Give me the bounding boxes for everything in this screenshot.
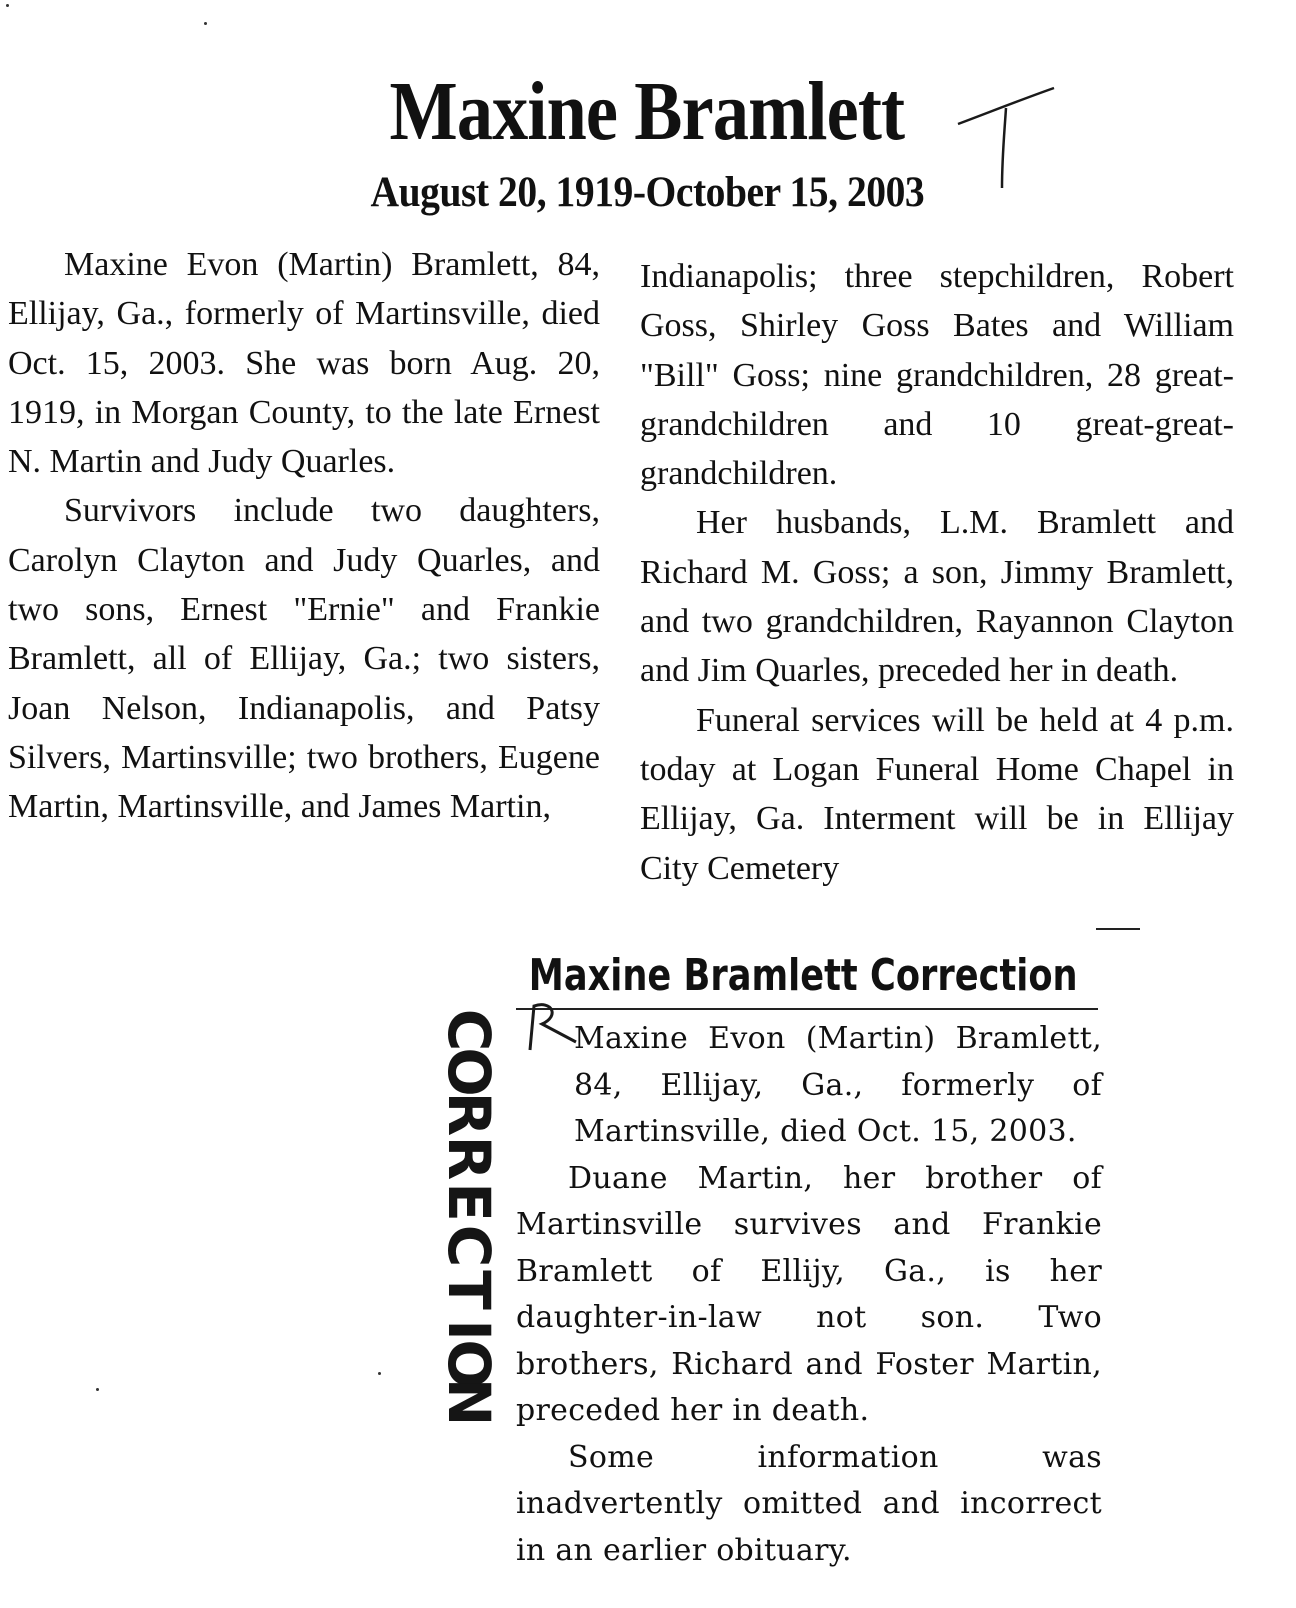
handwritten-letter: C [435, 1008, 503, 1052]
obituary-left-column [8, 240, 600, 832]
correction-title: Maxine Bramlett Correction [528, 950, 1078, 1001]
obituary-right-column [640, 252, 1234, 893]
handwritten-letter: I [435, 1319, 503, 1341]
scan-speck [378, 1372, 381, 1375]
obituary-paragraph-2: Survivors include two daughters, Carolyn Clayton and Judy Quarles, and two sons, Ernest "Ernie" and Frankie Bramlett, all of Ellijay, Ga.; two sisters, Joan Nelson, Indianapolis, and Patsy Silvers, Martinsville; two brothers, Eugene Martin, Martinsville, and James Martin, [8, 492, 600, 826]
scan-speck [204, 22, 207, 25]
obituary-paragraph-5: Funeral services will be held at 4 p.m. today at Logan Funeral Home Chapel in Ellijay, Ga. Interment will be in Ellijay City Cemetery [640, 701, 1234, 887]
correction-paragraph-2: Duane Martin, her brother of Martinsville survives and Frankie Bramlett of Ellijy, Ga., is her daughter-in-law not son. Two brothers, Richard and Foster Martin, preceded her in death. [516, 1160, 1102, 1428]
scan-speck [6, 4, 9, 7]
correction-paragraph-1: Maxine Evon (Martin) Bramlett, 84, Ellijay, Ga., formerly of Martinsville, died Oct. 15, 2003. [574, 1021, 1102, 1149]
handwritten-letter: R [435, 1135, 503, 1181]
handwritten-letter: O [435, 1047, 503, 1097]
end-dash [1096, 928, 1140, 930]
correction-notice [516, 944, 1102, 1574]
handwritten-correction-vertical [412, 1000, 532, 1427]
handwritten-letter: O [435, 1339, 503, 1389]
obituary-title: Maxine Bramlett [389, 65, 905, 158]
handwritten-letter: E [435, 1182, 503, 1222]
handwritten-letter: N [435, 1377, 503, 1427]
scan-speck [96, 1388, 99, 1391]
handwritten-letter: R [435, 1091, 503, 1137]
obituary-paragraph-1: Maxine Evon (Martin) Bramlett, 84, Ellijay, Ga., formerly of Martinsville, died Oct. 15, 2003. She was born Aug. 20, 1919, in Morgan County, to the late Ernest N. Martin and Judy Quarles. [8, 246, 600, 481]
handwritten-t-mark-icon [950, 78, 1070, 198]
obituary-paragraph-3: Indianapolis; three stepchildren, Robert Goss, Shirley Goss Bates and William "Bill" Goss; nine grandchildren, 28 great-grandchildren and 10 great-great-grandchildren. [640, 258, 1234, 493]
obituary-dates: August 20, 1919-October 15, 2003 [370, 169, 925, 216]
handwritten-letter: C [435, 1224, 503, 1268]
handwritten-letter: T [435, 1270, 503, 1310]
correction-rule [516, 1008, 1098, 1010]
correction-paragraph-3: Some information was inadvertently omitted and incorrect in an earlier obituary. [516, 1439, 1102, 1568]
obituary-paragraph-4: Her husbands, L.M. Bramlett and Richard M. Goss; a son, Jimmy Bramlett, and two grandchildren, Rayannon Clayton and Jim Quarles, preceded her in death. [640, 504, 1234, 690]
